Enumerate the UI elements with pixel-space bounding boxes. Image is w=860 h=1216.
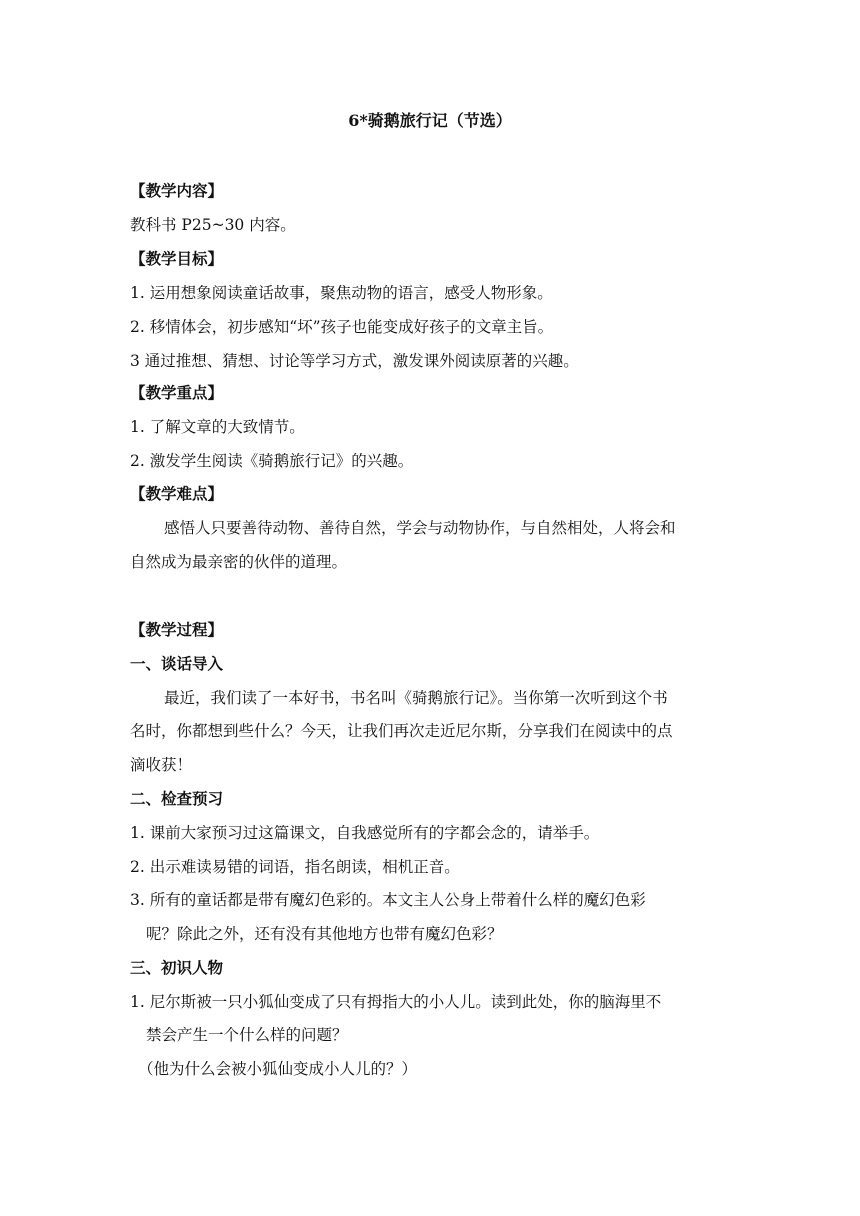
- goals-heading: 【教学目标】: [130, 249, 224, 268]
- content-heading: 【教学内容】: [130, 181, 224, 200]
- key-point-item: 1. 了解文章的大致情节。: [130, 418, 305, 436]
- list-item: 3. 所有的童话都是带有魔幻色彩的。本文主人公身上带着什么样的魔幻色彩: [130, 891, 646, 909]
- goal-item: 2. 移情体会，初步感知“坏”孩子也能变成好孩子的文章主旨。: [130, 318, 554, 336]
- process-heading: 【教学过程】: [130, 620, 224, 639]
- key-point-item: 2. 激发学生阅读《骑鹅旅行记》的兴趣。: [130, 452, 414, 470]
- paragraph-line: 名时，你都想到些什么？今天，让我们再次走近尼尔斯，分享我们在阅读中的点: [130, 722, 673, 740]
- document-title: 6*骑鹅旅行记（节选）: [348, 111, 512, 130]
- list-item: 1. 尼尔斯被一只小狐仙变成了只有拇指大的小人儿。读到此处，你的脑海里不: [130, 993, 662, 1011]
- paragraph-line: 最近，我们读了一本好书，书名叫《骑鹅旅行记》。当你第一次听到这个书: [164, 689, 668, 707]
- section-heading: 一、谈话导入: [130, 654, 224, 673]
- content-text: 教科书 P25~30 内容。: [130, 216, 296, 234]
- section-heading: 三、初识人物: [130, 958, 224, 977]
- answer-note: （他为什么会被小狐仙变成小人儿的？）: [138, 1060, 418, 1078]
- list-item-continuation: 禁会产生一个什么样的问题？: [146, 1026, 348, 1044]
- goal-item: 1. 运用想象阅读童话故事，聚焦动物的语言，感受人物形象。: [130, 284, 553, 302]
- difficult-line: 感悟人只要善待动物、善待自然，学会与动物协作，与自然相处，人将会和: [164, 519, 676, 537]
- list-item: 2. 出示难读易错的词语，指名朗读，相机正音。: [130, 858, 460, 876]
- paragraph-line: 滴收获！: [130, 756, 193, 774]
- goal-item: 3 通过推想、猜想、讨论等学习方式，激发课外阅读原著的兴趣。: [130, 352, 579, 370]
- list-item: 1. 课前大家预习过这篇课文，自我感觉所有的字都会念的，请举手。: [130, 824, 600, 842]
- section-heading: 二、检查预习: [130, 789, 224, 808]
- difficult-heading: 【教学难点】: [130, 484, 224, 503]
- key-heading: 【教学重点】: [130, 383, 224, 402]
- list-item-continuation: 呢？除此之外，还有没有其他地方也带有魔幻色彩？: [146, 925, 503, 943]
- difficult-line: 自然成为最亲密的伙伴的道理。: [130, 553, 348, 571]
